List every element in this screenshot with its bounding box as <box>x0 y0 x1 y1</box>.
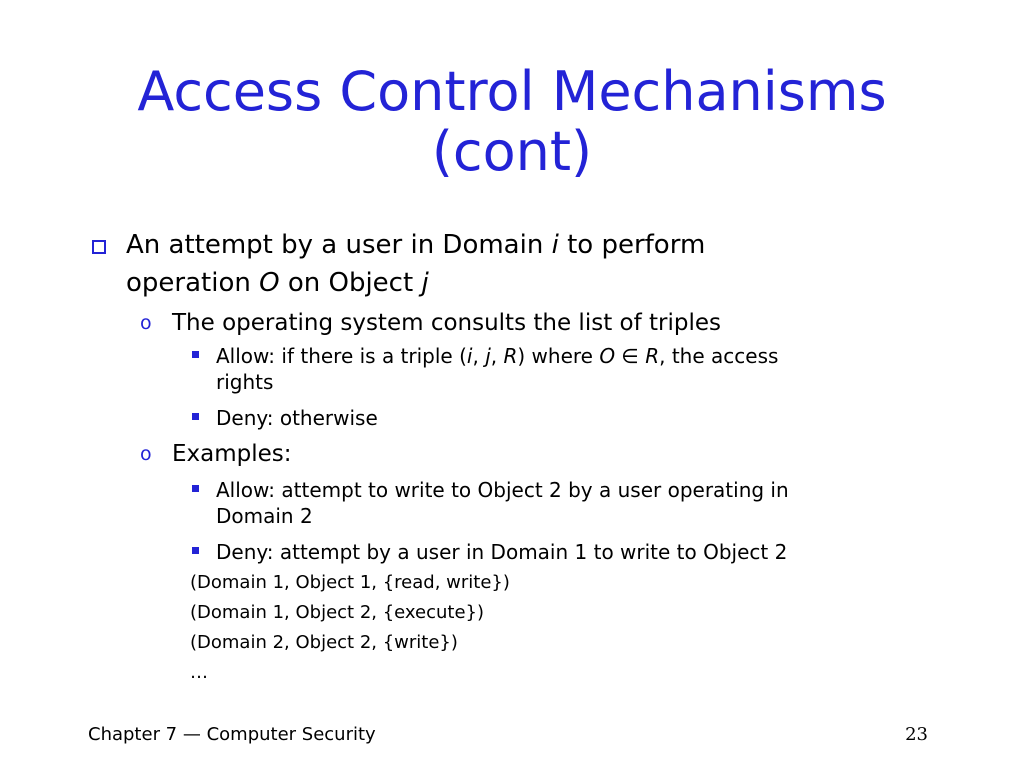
letter-o-icon: o <box>140 443 152 465</box>
letter-o-icon: o <box>140 312 152 334</box>
page-number: 23 <box>905 724 928 745</box>
item-allow-triple <box>216 343 916 395</box>
triple-line: (Domain 1, Object 2, {execute}) <box>190 602 485 623</box>
triple-line: (Domain 2, Object 2, {write}) <box>190 632 458 653</box>
bullet-attempt <box>126 226 886 302</box>
sub-bullet-os-consults: The operating system consults the list of triples <box>172 310 721 336</box>
filled-square-icon <box>192 547 199 554</box>
filled-square-icon <box>192 351 199 358</box>
item-allow-example <box>216 477 916 529</box>
filled-square-icon <box>192 413 199 420</box>
footer-chapter: Chapter 7 — Computer Security <box>88 724 376 745</box>
filled-square-icon <box>192 485 199 492</box>
ellipsis: … <box>190 662 208 683</box>
triple-line: (Domain 1, Object 1, {read, write}) <box>190 572 510 593</box>
title-line-1: Access Control Mechanisms <box>137 60 887 123</box>
title-line-2: (cont) <box>431 120 593 184</box>
item-allow-example-line-1: Allow: attempt to write to Object 2 by a user operating in <box>216 478 789 502</box>
hollow-square-icon <box>92 240 106 254</box>
sub-bullet-examples: Examples: <box>172 441 292 467</box>
bullet-attempt-line-1: An attempt by a user in Domain i to perform <box>126 230 706 260</box>
bullet-attempt-line-2: operation O on Object j <box>126 268 429 298</box>
item-allow-triple-line-1: Allow: if there is a triple (i, j, R) where O ∈ R, the access <box>216 344 779 368</box>
item-deny-example: Deny: attempt by a user in Domain 1 to write to Object 2 <box>216 540 788 564</box>
item-deny-otherwise: Deny: otherwise <box>216 406 378 430</box>
item-allow-triple-line-2: rights <box>216 370 274 394</box>
item-allow-example-line-2: Domain 2 <box>216 504 313 528</box>
